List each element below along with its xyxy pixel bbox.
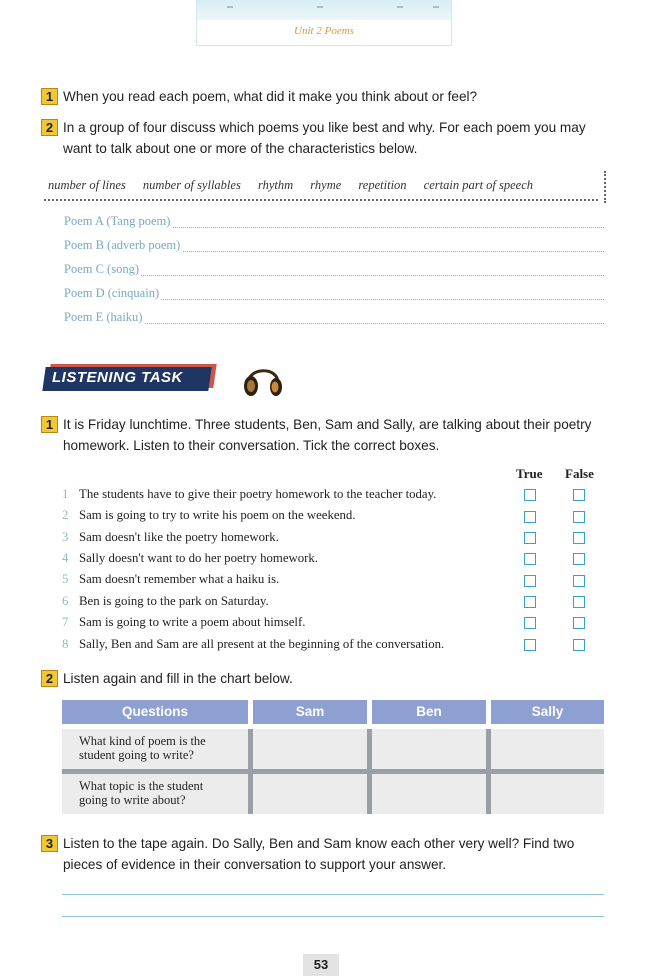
false-checkbox[interactable] <box>573 532 585 544</box>
chart-question-line: What topic is the student <box>79 779 204 793</box>
true-checkbox[interactable] <box>524 639 536 651</box>
poem-label: Poem A (Tang poem) <box>64 214 171 228</box>
statement-row <box>62 594 269 614</box>
characteristic-item: number of syllables <box>142 178 241 192</box>
section-title: LISTENING TASK <box>52 369 183 386</box>
statement-row <box>62 487 436 507</box>
answer-rule <box>64 323 604 324</box>
statement-text: Sally, Ben and Sam are all present at the beginning of the conversation. <box>79 637 445 651</box>
listening-task-title <box>44 364 212 392</box>
chart-question-line: student going to write? <box>79 748 194 762</box>
listening-q3-line-2: pieces of evidence in their conversation to support your answer. <box>63 857 447 872</box>
chart-header-sam: Sam <box>253 700 367 724</box>
question-1-text: When you read each poem, what did it make you think about or feel? <box>63 89 478 104</box>
chart-question-line: What kind of poem is the <box>79 734 206 748</box>
chart-answer-cell[interactable] <box>253 774 367 814</box>
answer-line[interactable] <box>62 916 604 917</box>
statement-row <box>62 551 318 571</box>
false-checkbox[interactable] <box>573 511 585 523</box>
chart-question-cell <box>62 774 248 814</box>
true-checkbox[interactable] <box>524 575 536 587</box>
characteristic-item: number of lines <box>48 178 126 192</box>
characteristic-item: rhyme <box>310 178 342 192</box>
true-checkbox[interactable] <box>524 532 536 544</box>
true-checkbox[interactable] <box>524 617 536 629</box>
chart-question-cell <box>62 729 248 769</box>
false-checkbox[interactable] <box>573 617 585 629</box>
chart-answer-cell[interactable] <box>491 774 604 814</box>
false-checkbox[interactable] <box>573 639 585 651</box>
statement-text: Sam is going to try to write his poem on the weekend. <box>79 508 356 522</box>
listening-q2-text: Listen again and fill in the chart below. <box>63 671 293 686</box>
answer-rule <box>64 275 604 276</box>
statement-number: 4 <box>62 551 69 565</box>
poem-answer-line[interactable] <box>64 286 604 302</box>
chart-answer-cell[interactable] <box>372 774 486 814</box>
false-checkbox[interactable] <box>573 553 585 565</box>
true-checkbox[interactable] <box>524 489 536 501</box>
chart-header-sally: Sally <box>491 700 604 724</box>
wavy-underline <box>44 199 598 203</box>
characteristics-bar <box>44 171 608 205</box>
listening-q1-line-1: It is Friday lunchtime. Three students, Ben, Sam and Sally, are talking about their poetry <box>63 417 592 432</box>
statement-text: Sam doesn't like the poetry homework. <box>79 530 279 544</box>
true-checkbox[interactable] <box>524 596 536 608</box>
answer-line[interactable] <box>62 894 604 895</box>
statement-text: Sam doesn't remember what a haiku is. <box>79 572 280 586</box>
poem-answer-line[interactable] <box>64 214 604 230</box>
poem-answer-line[interactable] <box>64 262 604 278</box>
characteristic-item: certain part of speech <box>423 178 534 192</box>
poem-label: Poem E (haiku) <box>64 310 143 324</box>
poem-label: Poem C (song) <box>64 262 139 276</box>
statement-text: The students have to give their poetry homework to the teacher today. <box>79 487 437 501</box>
chart-answer-cell[interactable] <box>253 729 367 769</box>
statement-number: 8 <box>62 637 69 651</box>
question-number-badge: 1 <box>41 88 58 105</box>
wavy-border <box>600 171 606 203</box>
question-number-badge: 1 <box>41 416 58 433</box>
statement-text: Sam is going to write a poem about himself. <box>79 615 306 629</box>
question-number-badge: 2 <box>41 670 58 687</box>
chart-column-divider <box>248 729 253 814</box>
statement-number: 1 <box>62 487 69 501</box>
listening-q1-line-2: homework. Listen to their conversation. Tick the correct boxes. <box>63 438 440 453</box>
question-number-badge: 2 <box>41 119 58 136</box>
false-column-header: False <box>565 466 594 481</box>
page-number: 53 <box>303 954 339 976</box>
false-checkbox[interactable] <box>573 596 585 608</box>
poem-answer-line[interactable] <box>64 238 604 254</box>
chart-question-line: going to write about? <box>79 793 186 807</box>
poem-label: Poem D (cinquain) <box>64 286 160 300</box>
statement-row <box>62 615 305 635</box>
question-2-line-1: In a group of four discuss which poems you like best and why. For each poem you may <box>63 120 586 135</box>
chart-header-questions: Questions <box>62 700 248 724</box>
poem-answer-line[interactable] <box>64 310 604 326</box>
statement-number: 2 <box>62 508 69 522</box>
statement-number: 3 <box>62 530 69 544</box>
statement-row <box>62 637 444 657</box>
statement-text: Sally doesn't want to do her poetry homework. <box>79 551 319 565</box>
chart-answer-cell[interactable] <box>372 729 486 769</box>
unit-banner <box>196 0 452 46</box>
true-column-header: True <box>516 466 543 481</box>
unit-label: Unit 2 Poems <box>294 25 354 37</box>
banner-illustration <box>197 0 451 20</box>
statement-number: 7 <box>62 615 69 629</box>
characteristic-item: rhythm <box>257 178 294 192</box>
fill-in-chart <box>62 700 604 814</box>
question-number-badge: 3 <box>41 835 58 852</box>
false-checkbox[interactable] <box>573 575 585 587</box>
question-2-line-2: want to talk about one or more of the characteristics below. <box>63 141 418 156</box>
statement-row <box>62 508 356 528</box>
statement-number: 5 <box>62 572 69 586</box>
statement-row <box>62 572 279 592</box>
true-checkbox[interactable] <box>524 553 536 565</box>
listening-q3-line-1: Listen to the tape again. Do Sally, Ben and Sam know each other very well? Find two <box>63 836 575 851</box>
false-checkbox[interactable] <box>573 489 585 501</box>
statement-number: 6 <box>62 594 69 608</box>
characteristic-item: repetition <box>358 178 407 192</box>
chart-header-ben: Ben <box>372 700 486 724</box>
chart-column-divider <box>486 729 491 814</box>
true-checkbox[interactable] <box>524 511 536 523</box>
chart-answer-cell[interactable] <box>491 729 604 769</box>
headphones-icon <box>240 359 286 399</box>
statement-row <box>62 530 279 550</box>
poem-label: Poem B (adverb poem) <box>64 238 181 252</box>
chart-column-divider <box>367 729 372 814</box>
statement-text: Ben is going to the park on Saturday. <box>79 594 269 608</box>
